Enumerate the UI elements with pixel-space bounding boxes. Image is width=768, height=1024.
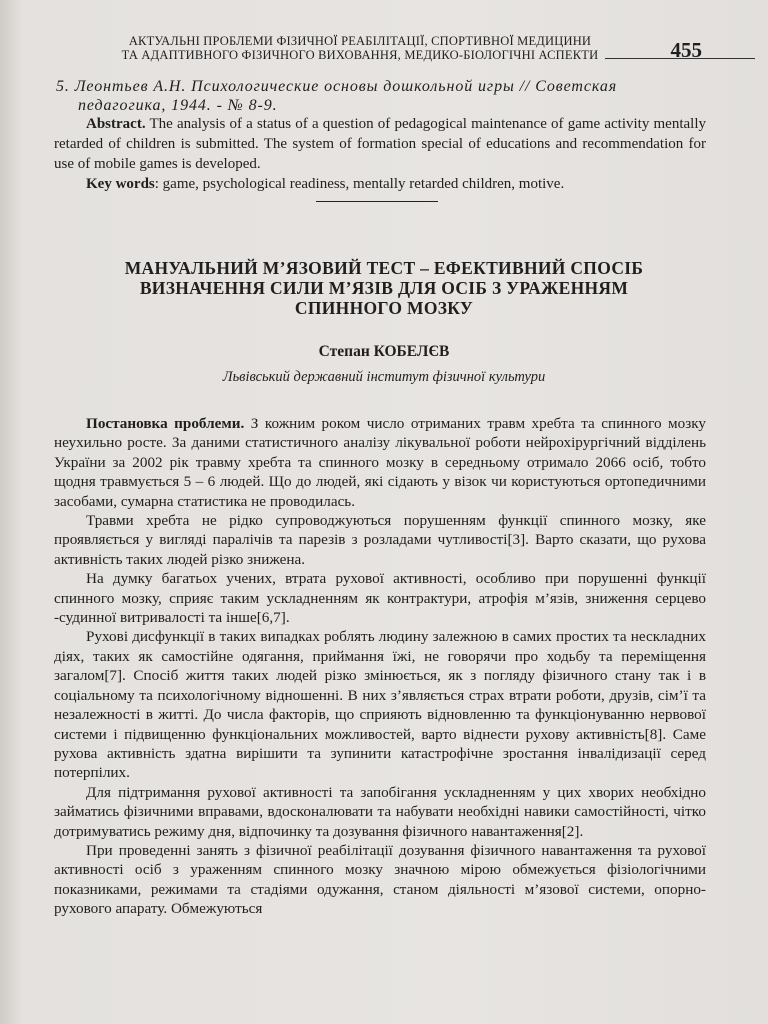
abstract-block <box>54 114 706 194</box>
reference-item <box>56 77 706 115</box>
journal-title <box>100 34 620 62</box>
header-line-2: ТА АДАПТИВНОГО ФІЗИЧНОГО ВИХОВАННЯ, МЕДИКО-БІОЛОГІЧНІ АСПЕКТИ <box>121 48 599 62</box>
paragraph-4: Рухові дисфункції в таких випадках роблять людину залежною в самих простих та нескладних діях, таких як самостійне одягання, приймання їжі, не говорячи про ходьбу та переміщення загалом[7]. Спосіб життя таких людей різко змінюється, як з погляду фізичного стану так і в соціальному та психологічному відношенні. В них з’являється страх втрати роботи, друзів, сім’ї та незалежності в житті. До числа факторів, що сприяють відновленню та функціонуванню нервової системи і підвищенню функціональних можливостей, варто віднести рухову активність[8]. Саме рухова активність здатна вирішити та зупинити катастрофічне зростання інвалідизації серед потерпілих. <box>54 628 706 782</box>
keywords-paragraph <box>54 174 706 194</box>
page-number: 455 <box>670 38 702 62</box>
paragraph-text: З кожним роком число отриманих травм хребта та спинного мозку неухильно росте. За даними статистичного аналізу лікувальної роботи нейрохірургічний відділень України за 2002 рік травму хребта та спинного мозку в середньому отримало 2066 осіб, тобто щодня травмується 5 – 6 людей. Що до людей, які сідають у візок чи користуються ортопедичними засобами, сумарна статистика не проводилась. <box>54 415 706 510</box>
section-heading: Постановка проблеми. <box>86 415 245 432</box>
abstract-label: Abstract. <box>86 116 146 132</box>
paragraph-3: На думку багатьох учених, втрата рухової активності, особливо при порушенні функції спинного мозку, сприяє таким ускладненням як контрактури, атрофія м’язів, зниження серцево -судинної витривалості та інше[6,7]. <box>54 570 706 627</box>
paragraph-5: Для підтримання рухової активності та запобігання ускладненням у цих хворих необхідно займатись фізичними вправами, вдосконалювати та набувати необхідні навики самостійності, чітко дотримуватись режиму дня, відпочинку та дозування фізичного навантаження[2]. <box>54 783 706 840</box>
paragraph-6: При проведенні занять з фізичної реабілітації дозування фізичного навантаження та рухової активності осіб з ураженням спинного мозку значною мірою обмежується фізіологічними показниками, режимами та стадіями одужання, станом діяльності м’язової системи, опорно-рухового апарату. Обмежуються <box>54 841 706 918</box>
paragraph-2: Травми хребта не рідко супроводжуються порушенням функції спинного мозку, яке проявляється у вигляді паралічів та парезів з розладами чутливості[3]. Варто сказати, що рухова активність таких людей різко знижена. <box>54 512 706 568</box>
section-separator <box>316 201 438 202</box>
title-line-3: СПИННОГО МОЗКУ <box>294 298 474 318</box>
reference-line-1: 5. Леонтьев А.Н. Психологические основы дошкольной игры // Советская <box>56 78 618 95</box>
keywords-label: Key words <box>86 176 155 192</box>
abstract-paragraph <box>54 114 706 174</box>
article-body <box>54 414 706 919</box>
abstract-text: The analysis of a status of a question of pedagogical maintenance of game activity mentally retarded of children is submitted. The system of formation special of educations and recommendation for use of mobile games is developed. <box>54 116 706 172</box>
author-name: Степан КОБЕЛЄВ <box>318 343 450 360</box>
header-line-1: АКТУАЛЬНІ ПРОБЛЕМИ ФІЗИЧНОЇ РЕАБІЛІТАЦІЇ, СПОРТИВНОЇ МЕДИЦИНИ <box>128 34 592 48</box>
article-title <box>74 258 694 318</box>
title-line-2: ВИЗНАЧЕННЯ СИЛИ М’ЯЗІВ ДЛЯ ОСІБ З УРАЖЕННЯМ <box>139 278 629 298</box>
paragraph-problem-statement <box>54 414 706 511</box>
reference-line-2: педагогика, 1944. - № 8-9. <box>78 97 278 114</box>
running-header <box>100 34 710 62</box>
keywords-text: : game, psychological readiness, mentally retarded children, motive. <box>154 176 565 192</box>
author-affiliation: Львівський державний інститут фізичної культури <box>222 369 546 385</box>
title-line-1: МАНУАЛЬНИЙ М’ЯЗОВИЙ ТЕСТ – ЕФЕКТИВНИЙ СПОСІБ <box>124 258 644 278</box>
